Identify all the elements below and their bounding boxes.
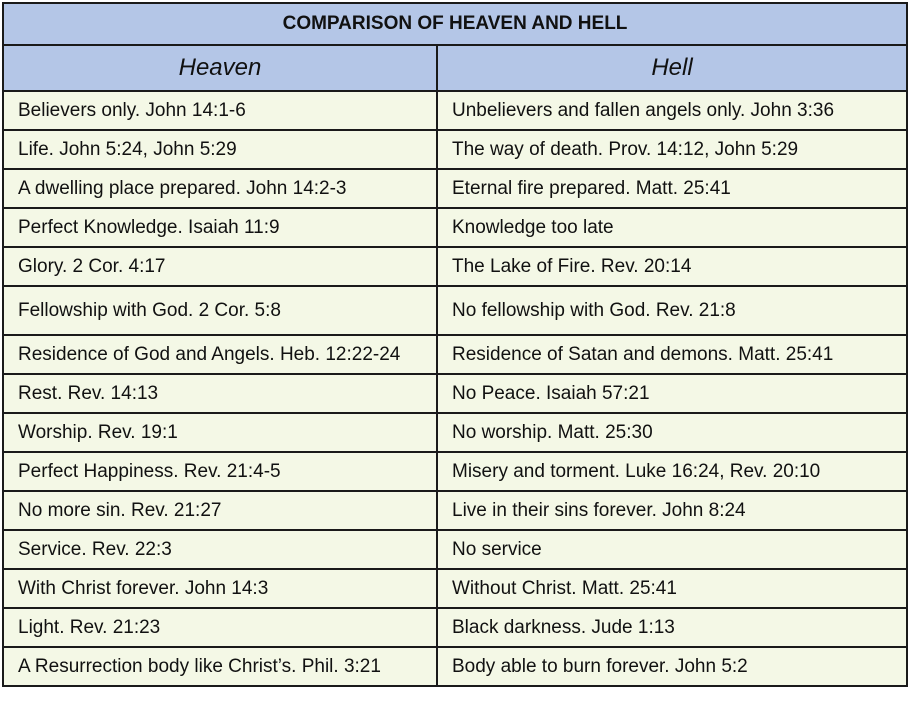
hell-cell: Live in their sins forever. John 8:24 bbox=[437, 491, 907, 530]
heaven-cell: Life. John 5:24, John 5:29 bbox=[3, 130, 437, 169]
heaven-cell: Worship. Rev. 19:1 bbox=[3, 413, 437, 452]
hell-cell: No service bbox=[437, 530, 907, 569]
hell-cell: Without Christ. Matt. 25:41 bbox=[437, 569, 907, 608]
hell-cell: No Peace. Isaiah 57:21 bbox=[437, 374, 907, 413]
hell-cell: Knowledge too late bbox=[437, 208, 907, 247]
heaven-cell: A Resurrection body like Christ’s. Phil. 3:21 bbox=[3, 647, 437, 686]
heaven-cell: Residence of God and Angels. Heb. 12:22-24 bbox=[3, 335, 437, 374]
table-row bbox=[3, 608, 907, 647]
heaven-cell: Believers only. John 14:1-6 bbox=[3, 91, 437, 130]
hell-cell: Misery and torment. Luke 16:24, Rev. 20:10 bbox=[437, 452, 907, 491]
heaven-cell: Glory. 2 Cor. 4:17 bbox=[3, 247, 437, 286]
hell-cell: The Lake of Fire. Rev. 20:14 bbox=[437, 247, 907, 286]
table-title: COMPARISON OF HEAVEN AND HELL bbox=[3, 3, 907, 45]
table-row bbox=[3, 286, 907, 335]
column-header-heaven: Heaven bbox=[3, 45, 437, 91]
heaven-cell: Perfect Happiness. Rev. 21:4-5 bbox=[3, 452, 437, 491]
hell-cell: Residence of Satan and demons. Matt. 25:41 bbox=[437, 335, 907, 374]
heaven-cell: Perfect Knowledge. Isaiah 11:9 bbox=[3, 208, 437, 247]
table-row bbox=[3, 413, 907, 452]
heaven-cell: No more sin. Rev. 21:27 bbox=[3, 491, 437, 530]
hell-cell: No fellowship with God. Rev. 21:8 bbox=[437, 286, 907, 335]
heaven-cell: Fellowship with God. 2 Cor. 5:8 bbox=[3, 286, 437, 335]
table-row bbox=[3, 374, 907, 413]
hell-cell: Eternal fire prepared. Matt. 25:41 bbox=[437, 169, 907, 208]
heaven-cell: A dwelling place prepared. John 14:2-3 bbox=[3, 169, 437, 208]
table-row bbox=[3, 247, 907, 286]
header-row bbox=[3, 45, 907, 91]
heaven-cell: Service. Rev. 22:3 bbox=[3, 530, 437, 569]
heaven-cell: Light. Rev. 21:23 bbox=[3, 608, 437, 647]
hell-cell: No worship. Matt. 25:30 bbox=[437, 413, 907, 452]
hell-cell: Unbelievers and fallen angels only. John 3:36 bbox=[437, 91, 907, 130]
comparison-table-wrapper bbox=[2, 2, 906, 687]
table-row bbox=[3, 647, 907, 686]
column-header-hell: Hell bbox=[437, 45, 907, 91]
hell-cell: Black darkness. Jude 1:13 bbox=[437, 608, 907, 647]
hell-cell: Body able to burn forever. John 5:2 bbox=[437, 647, 907, 686]
hell-cell: The way of death. Prov. 14:12, John 5:29 bbox=[437, 130, 907, 169]
table-row bbox=[3, 208, 907, 247]
comparison-table bbox=[2, 2, 908, 687]
table-row bbox=[3, 335, 907, 374]
table-row bbox=[3, 91, 907, 130]
heaven-cell: With Christ forever. John 14:3 bbox=[3, 569, 437, 608]
title-row bbox=[3, 3, 907, 45]
table-row bbox=[3, 569, 907, 608]
table-row bbox=[3, 491, 907, 530]
heaven-cell: Rest. Rev. 14:13 bbox=[3, 374, 437, 413]
table-row bbox=[3, 452, 907, 491]
table-row bbox=[3, 530, 907, 569]
table-row bbox=[3, 169, 907, 208]
table-row bbox=[3, 130, 907, 169]
